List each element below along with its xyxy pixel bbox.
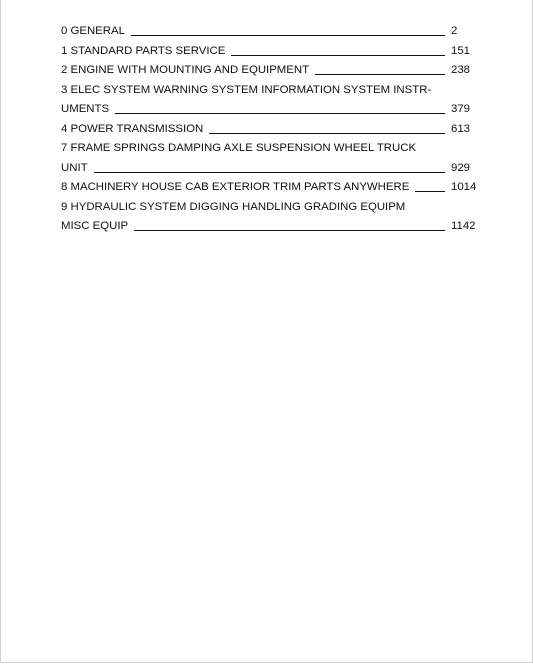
toc-entry-title: 0 GENERAL [61, 25, 125, 37]
toc-entry-machinery-house[interactable] [61, 178, 481, 198]
toc-leader-line [415, 191, 445, 192]
toc-page-number: 929 [451, 161, 471, 174]
toc-page-number: 613 [451, 122, 471, 135]
toc-leader-line [231, 55, 445, 56]
toc-entry-standard-parts-service[interactable] [61, 42, 481, 62]
toc-leader-line [209, 133, 445, 134]
toc-entry-title: 1 STANDARD PARTS SERVICE [61, 44, 226, 57]
toc-leader-line [115, 113, 445, 114]
toc-entry-frame-springs-line-2[interactable] [61, 159, 481, 179]
toc-leader-line [94, 172, 445, 173]
table-of-contents [61, 22, 481, 237]
toc-entry-general[interactable] [61, 22, 481, 42]
toc-entry-hydraulic-system-line-2[interactable] [61, 217, 481, 237]
toc-entry-power-transmission[interactable] [61, 120, 481, 140]
toc-entry-title-continued: UMENTS [61, 103, 110, 115]
toc-entry-elec-system-line-2[interactable] [61, 100, 481, 120]
toc-page-number: 2 [451, 25, 458, 37]
toc-page-number: 238 [451, 64, 471, 76]
toc-page-number: 1142 [451, 220, 476, 232]
toc-leader-line [131, 35, 445, 36]
toc-entry-title: 3 ELEC SYSTEM WARNING SYSTEM INFORMATION SYSTEM INSTR- [61, 83, 432, 96]
toc-entry-title-continued: MISC EQUIP [61, 220, 129, 232]
toc-page-number: 151 [451, 44, 471, 57]
toc-leader-line [134, 230, 445, 231]
toc-entry-title-continued: UNIT [61, 161, 88, 174]
toc-leader-line [315, 74, 445, 75]
toc-entry-title: 9 HYDRAULIC SYSTEM DIGGING HANDLING GRADING EQUIPM [61, 200, 406, 213]
toc-entry-engine[interactable] [61, 61, 481, 81]
toc-entry-title: 7 FRAME SPRINGS DAMPING AXLE SUSPENSION WHEEL TRUCK [61, 142, 417, 154]
toc-entry-title: 4 POWER TRANSMISSION [61, 122, 204, 135]
toc-entry-title: 2 ENGINE WITH MOUNTING AND EQUIPMENT [61, 64, 310, 76]
toc-page-number: 1014 [451, 181, 477, 193]
toc-entry-frame-springs-line-1[interactable] [61, 139, 481, 159]
toc-entry-elec-system-line-1[interactable] [61, 81, 481, 101]
toc-entry-hydraulic-system-line-1[interactable] [61, 198, 481, 218]
toc-entry-title: 8 MACHINERY HOUSE CAB EXTERIOR TRIM PARTS ANYWHERE [61, 181, 410, 193]
toc-page-number: 379 [451, 103, 471, 115]
